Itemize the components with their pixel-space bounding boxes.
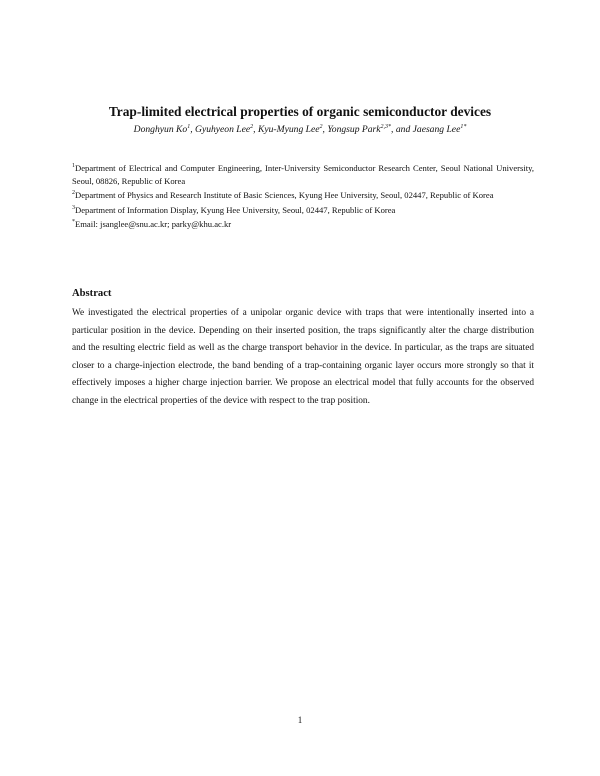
affiliation: $^3$Department of Information Display, Kyung Hee University, Seoul, 02447, Republic of Korea <box>72 204 396 215</box>
author: Kyu-Myung Lee$^2$ <box>257 123 323 135</box>
author: Gyuhyeon Lee$^2$ <box>195 123 254 135</box>
author-separator: , and <box>391 124 413 135</box>
author-affil-mark: 2 <box>250 123 254 130</box>
affiliation: $^2$Department of Physics and Research Institute of Basic Sciences, Kyung Hee University, Seoul, 02447, Republic of Korea <box>72 190 494 200</box>
affiliation-mark: 1 <box>72 163 75 170</box>
abstract-heading: Abstract <box>72 288 112 299</box>
author-separator: , <box>190 124 196 135</box>
author-affil-mark: 1* <box>460 123 467 130</box>
author-list <box>0 123 600 137</box>
affiliation: $^1$Department of Electrical and Computer Engineering, Inter-University Semiconductor Research Center, Seoul National University, Seoul, 08826, Republic of Korea <box>72 163 534 186</box>
abstract-text: We investigated the electrical properties of a unipolar organic device with traps that were intentionally inserted into a particular position in the device. Depending on their inserted position, the traps significantly alter the charge distribution and the resulting electric field as well as the charge transport behavior in the device. In particular, as the traps are situated closer to a charge-injection electrode, the band bending of a trap-containing organic layer occurs more strongly so that it effectively imposes a higher charge injection barrier. We propose an electrical model that fully accounts for the observed change in the electrical properties of the device with respect to the trap position. <box>72 308 534 406</box>
author-affil-mark: 1 <box>187 123 191 130</box>
author-separator: , <box>322 124 328 135</box>
affiliation-mark: * <box>72 219 75 226</box>
page-number: 1 <box>297 715 303 725</box>
paper-title: Trap-limited electrical properties of organic semiconductor devices <box>108 104 492 119</box>
author: Jaesang Lee$^{1*}$ <box>412 123 467 135</box>
affiliation-mark: 2 <box>72 190 75 197</box>
affiliation-list <box>72 162 534 233</box>
author: Donghyun Ko$^1$ <box>133 123 191 135</box>
author-affil-mark: 2 <box>319 123 323 130</box>
contact-email: *Email: jsanglee@snu.ac.kr; parky@khu.ac.kr <box>72 219 232 229</box>
author-separator: , <box>253 124 258 135</box>
author: Yongsup Park$^{2,3*}$ <box>327 123 392 135</box>
affiliation-mark: 3 <box>72 204 75 211</box>
author-affil-mark: 2,3* <box>380 123 392 130</box>
